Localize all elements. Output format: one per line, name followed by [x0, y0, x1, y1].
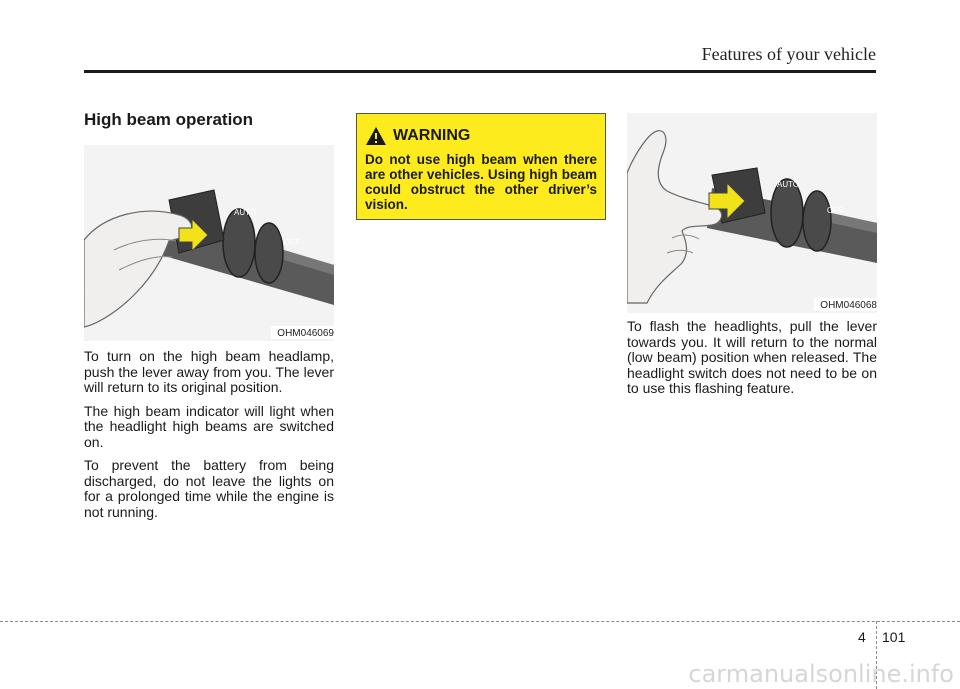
warning-title: WARNING	[393, 127, 471, 144]
lever-pull-drawing	[627, 113, 877, 313]
svg-text:AUTO: AUTO	[234, 208, 257, 217]
page-number: 101	[882, 629, 906, 645]
svg-text:OFF: OFF	[827, 206, 843, 215]
chapter-number: 4	[858, 629, 866, 645]
flash-headlights-illustration	[627, 113, 877, 313]
paragraph: To turn on the high beam headlamp, push the lever away from you. The lever will return to its original position.	[84, 348, 334, 395]
paragraph: To prevent the battery from being discharged, do not leave the lights on for a prolonged time while the engine is not running.	[84, 457, 334, 520]
high-beam-push-illustration	[84, 145, 334, 341]
warning-text: Do not use high beam when there are other vehicles. Using high beam could obstruct the other driver’s vision.	[365, 152, 597, 212]
warning-header	[365, 126, 597, 146]
figure-code: OHM046068	[814, 298, 877, 311]
svg-text:OFF: OFF	[284, 238, 300, 247]
paragraph: The high beam indicator will light when the headlight high beams are switched on.	[84, 402, 334, 450]
paragraph: To flash the headlights, pull the lever towards you. It will return to the normal (low beam) position when released. The headlight switch does not need to be on to use this flashing feature.	[627, 318, 877, 396]
svg-text:AUTO: AUTO	[777, 180, 800, 189]
middle-column	[356, 113, 606, 220]
footer-rule	[0, 621, 960, 622]
warning-box	[356, 113, 606, 220]
left-column	[84, 110, 334, 528]
right-column	[627, 113, 877, 405]
warning-triangle-icon	[365, 126, 387, 146]
lever-push-drawing	[84, 145, 334, 341]
watermark: carmanualsonline.info	[688, 660, 954, 688]
section-title: Features of your vehicle	[701, 44, 876, 64]
header-rule	[84, 70, 876, 73]
section-heading: High beam operation	[84, 110, 254, 129]
figure-code: OHM046069	[271, 326, 334, 339]
